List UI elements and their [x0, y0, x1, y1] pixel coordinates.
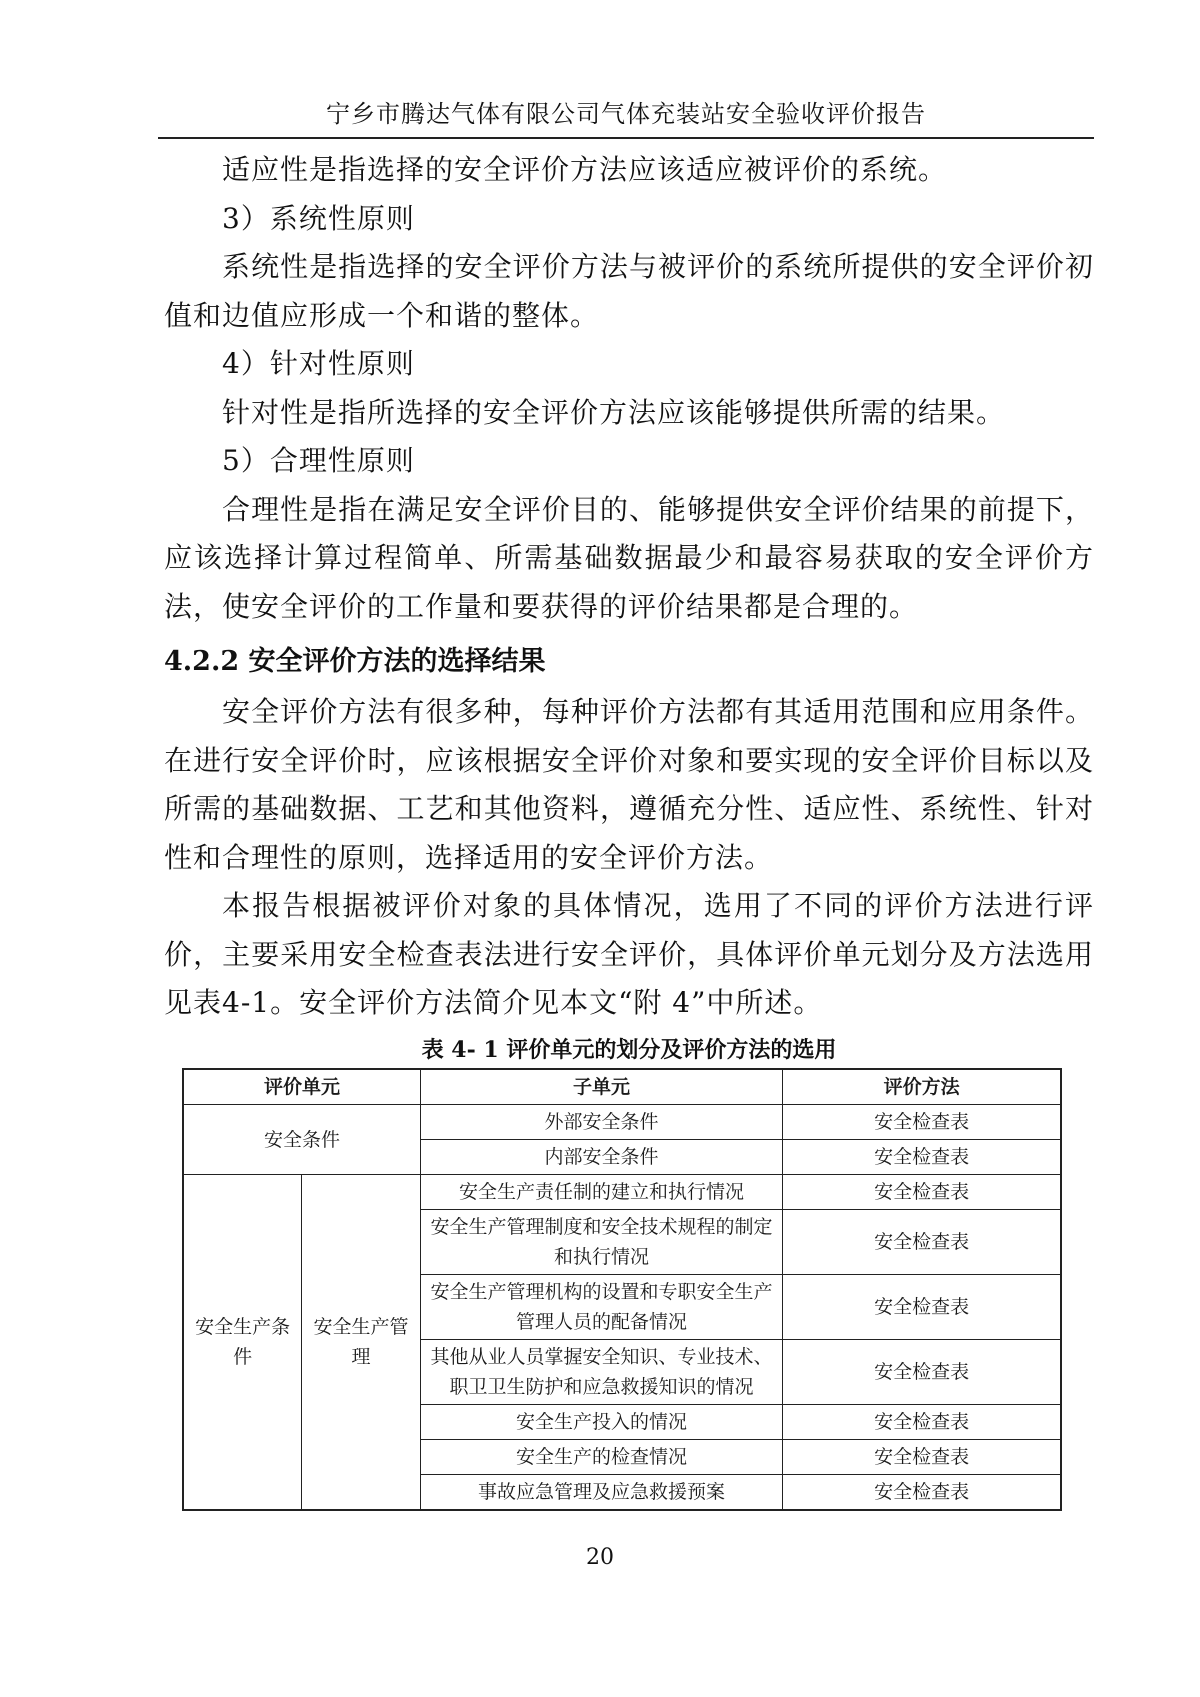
table-header-row	[183, 1069, 1061, 1105]
paragraph-targeted: 针对性是指所选择的安全评价方法应该能够提供所需的结果。	[222, 395, 1006, 429]
method-cell: 安全检查表	[783, 1405, 1061, 1440]
subheading-systematic: 3）系统性原则	[222, 201, 415, 235]
header-eval-unit: 评价单元	[183, 1069, 420, 1105]
subunit-cell: 安全生产投入的情况	[420, 1405, 782, 1440]
subunit-cell: 安全生产管理制度和安全技术规程的制定和执行情况	[420, 1210, 782, 1275]
header-eval-method: 评价方法	[783, 1069, 1061, 1105]
method-cell: 安全检查表	[783, 1140, 1061, 1175]
method-cell: 安全检查表	[783, 1475, 1061, 1511]
subunit-cell: 其他从业人员掌握安全知识、专业技术、职卫卫生防护和应急救援知识的情况	[420, 1340, 782, 1405]
subunit-cell: 安全生产管理机构的设置和专职安全生产管理人员的配备情况	[420, 1275, 782, 1340]
paragraph-report-methods: 本报告根据被评价对象的具体情况，选用了不同的评价方法进行评价，主要采用安全检查表法进行安全评价，具体评价单元划分及方法选用见表4-1。安全评价方法简介见本文“附 4”中所述。	[164, 889, 1094, 1019]
evaluation-unit-table	[182, 1068, 1062, 1511]
table-row	[183, 1105, 1061, 1140]
table-row	[183, 1175, 1061, 1210]
subheading-rational: 5）合理性原则	[222, 444, 415, 477]
subheading-targeted: 4）针对性原则	[222, 347, 415, 380]
subunit-cell: 事故应急管理及应急救援预案	[420, 1475, 782, 1511]
header-divider	[158, 137, 1094, 139]
method-cell: 安全检查表	[783, 1175, 1061, 1210]
section-heading: 4.2.2 安全评价方法的选择结果	[164, 646, 546, 677]
method-cell: 安全检查表	[783, 1210, 1061, 1275]
header-subunit: 子单元	[420, 1069, 782, 1105]
subunit-cell: 安全生产责任制的建立和执行情况	[420, 1175, 782, 1210]
page-header-title: 宁乡市腾达气体有限公司气体充装站安全验收评价报告	[326, 100, 926, 128]
body-section-selection	[164, 688, 1094, 1028]
method-cell: 安全检查表	[783, 1275, 1061, 1340]
paragraph-method-overview: 安全评价方法有很多种，每种评价方法都有其适用范围和应用条件。在进行安全评价时，应该根据安全评价对象和要实现的安全评价目标以及所需的基础数据、工艺和其他资料，遵循充分性、适应性、系统性、针对性和合理性的原则，选择适用的安全评价方法。	[164, 695, 1094, 874]
subunit-cell: 外部安全条件	[420, 1105, 782, 1140]
method-cell: 安全检查表	[783, 1340, 1061, 1405]
page-number: 20	[586, 1545, 614, 1570]
paragraph-rational: 合理性是指在满足安全评价目的、能够提供安全评价结果的前提下，应该选择计算过程简单、所需基础数据最少和最容易获取的安全评价方法，使安全评价的工作量和要获得的评价结果都是合理的。	[164, 492, 1094, 623]
body-section-principles	[164, 146, 1094, 631]
method-cell: 安全检查表	[783, 1440, 1061, 1475]
unit-production-conditions: 安全生产条件	[183, 1175, 302, 1511]
unit-safety-conditions: 安全条件	[183, 1105, 420, 1175]
paragraph-adaptability: 适应性是指选择的安全评价方法应该适应被评价的系统。	[222, 153, 948, 186]
method-cell: 安全检查表	[783, 1105, 1061, 1140]
table-caption: 表 4- 1 评价单元的划分及评价方法的选用	[421, 1037, 837, 1063]
unit-production-management: 安全生产管理	[302, 1175, 421, 1511]
subunit-cell: 安全生产的检查情况	[420, 1440, 782, 1475]
paragraph-systematic: 系统性是指选择的安全评价方法与被评价的系统所提供的安全评价初值和边值应形成一个和谐的整体。	[164, 250, 1094, 332]
subunit-cell: 内部安全条件	[420, 1140, 782, 1175]
